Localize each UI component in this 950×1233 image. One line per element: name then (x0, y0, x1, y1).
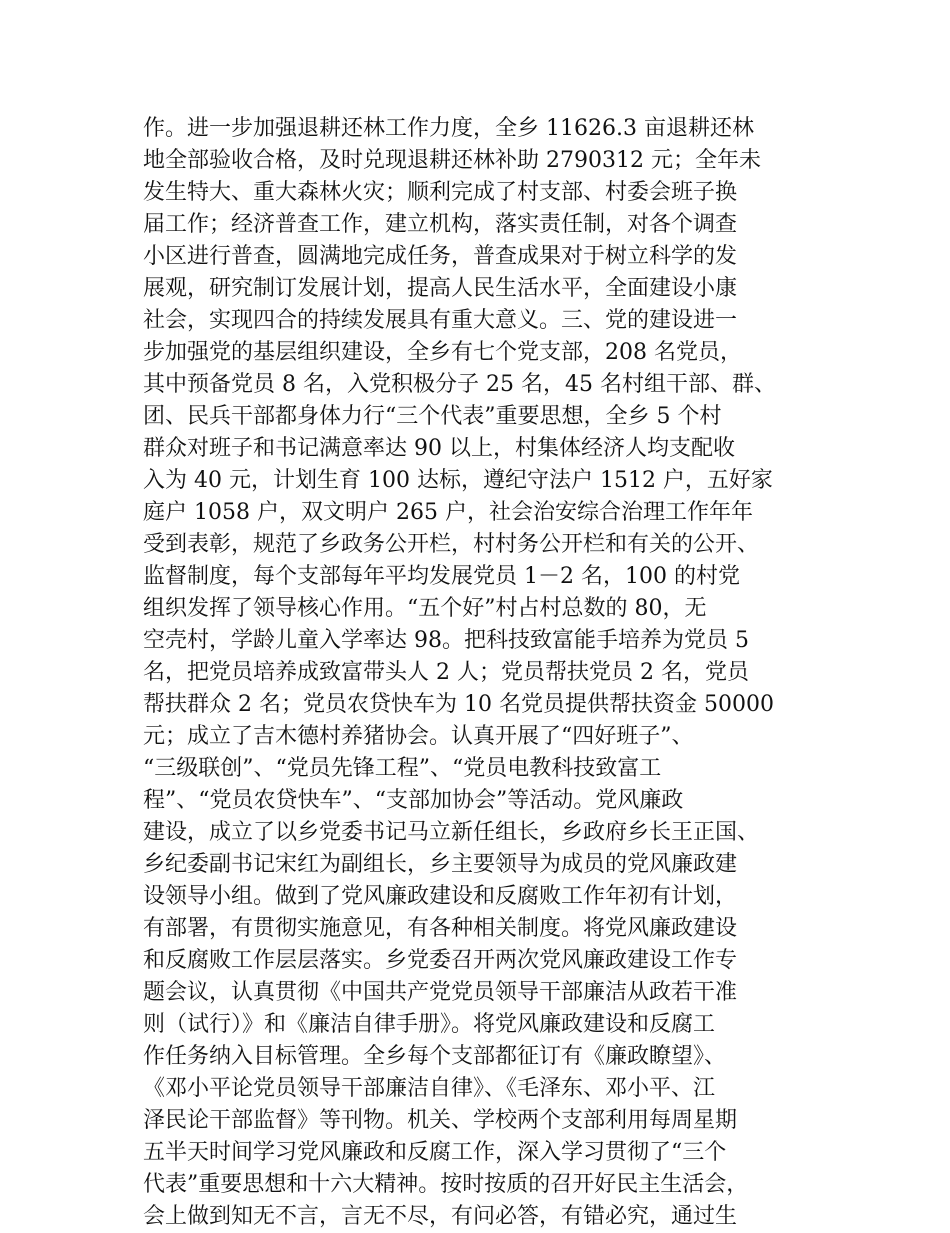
text-line: 名，把党员培养成致富带头人 2 人；党员帮扶党员 2 名，党员 (143, 660, 749, 685)
text-line: 乡纪委副书记宋红为副组长，乡主要领导为成员的党风廉政建 (143, 852, 738, 877)
text-line: 入为 40 元，计划生育 100 达标，遵纪守法户 1512 户，五好家 (143, 468, 773, 493)
text-line: 其中预备党员 8 名，入党积极分子 25 名，45 名村组干部、群、 (143, 372, 776, 397)
text-line: 发生特大、重大森林火灾；顺利完成了村支部、村委会班子换 (143, 180, 738, 205)
text-line: 展观，研究制订发展计划，提高人民生活水平，全面建设小康 (143, 276, 738, 301)
text-line: 届工作；经济普查工作，建立机构，落实责任制，对各个调查 (143, 212, 738, 237)
text-line: 地全部验收合格，及时兑现退耕还林补助 2790312 元；全年未 (143, 148, 761, 173)
text-line: 组织发挥了领导核心作用。“五个好”村占村总数的 80，无 (143, 596, 707, 621)
text-line: 则（试行）》和《廉洁自律手册》。将党风廉政建设和反腐工 (143, 1012, 716, 1037)
text-line: 和反腐败工作层层落实。乡党委召开两次党风廉政建设工作专 (143, 948, 738, 973)
text-line: 元；成立了吉木德村养猪协会。认真开展了“四好班子”、 (143, 724, 694, 749)
text-line: 代表”重要思想和十六大精神。按时按质的召开好民主生活会， (143, 1172, 749, 1197)
text-line: 受到表彰，规范了乡政务公开栏，村村务公开栏和有关的公开、 (143, 532, 760, 557)
text-line: 小区进行普查，圆满地完成任务，普查成果对于树立科学的发 (143, 244, 738, 269)
text-line: 群众对班子和书记满意率达 90 以上，村集体经济人均支配收 (143, 436, 735, 461)
text-line: 帮扶群众 2 名；党员农贷快车为 10 名党员提供帮扶资金 50000 (143, 692, 774, 717)
text-line: 监督制度，每个支部每年平均发展党员 1－2 名，100 的村党 (143, 564, 740, 589)
text-line: 《邓小平论党员领导干部廉洁自律》、《毛泽东、邓小平、江 (143, 1076, 716, 1101)
text-line: 题会议，认真贯彻《中国共产党党员领导干部廉洁从政若干准 (143, 980, 738, 1005)
text-line: 空壳村，学龄儿童入学率达 98。把科技致富能手培养为党员 5 (143, 628, 749, 653)
text-line: 作。进一步加强退耕还林工作力度，全乡 11626.3 亩退耕还林 (143, 116, 754, 141)
text-line: 作任务纳入目标管理。全乡每个支部都征订有《廉政瞭望》、 (143, 1044, 727, 1069)
text-line: 泽民论干部监督》等刊物。机关、学校两个支部利用每周星期 (143, 1108, 738, 1133)
text-line: 庭户 1058 户，双文明户 265 户，社会治安综合治理工作年年 (143, 500, 753, 525)
text-line: 有部署，有贯彻实施意见，有各种相关制度。将党风廉政建设 (143, 916, 738, 941)
text-line: 会上做到知无不言，言无不尽，有问必答，有错必究，通过生 (143, 1204, 738, 1229)
text-line: 建设，成立了以乡党委书记马立新任组长，乡政府乡长王正国、 (143, 820, 760, 845)
text-line: 程”、“党员农贷快车”、“支部加协会”等活动。党风廉政 (143, 788, 684, 813)
text-line: 设领导小组。做到了党风廉政建设和反腐败工作年初有计划， (143, 884, 738, 909)
text-line: “三级联创”、“党员先锋工程”、“党员电教科技致富工 (143, 756, 662, 781)
body-text (143, 113, 823, 1233)
text-line: 团、民兵干部都身体力行“三个代表”重要思想，全乡 5 个村 (143, 404, 722, 429)
text-line: 步加强党的基层组织建设，全乡有七个党支部，208 名党员， (143, 340, 742, 365)
text-line: 五半天时间学习党风廉政和反腐工作，深入学习贯彻了“三个 (143, 1140, 727, 1165)
text-line: 社会，实现四合的持续发展具有重大意义。三、党的建设进一 (143, 308, 738, 333)
